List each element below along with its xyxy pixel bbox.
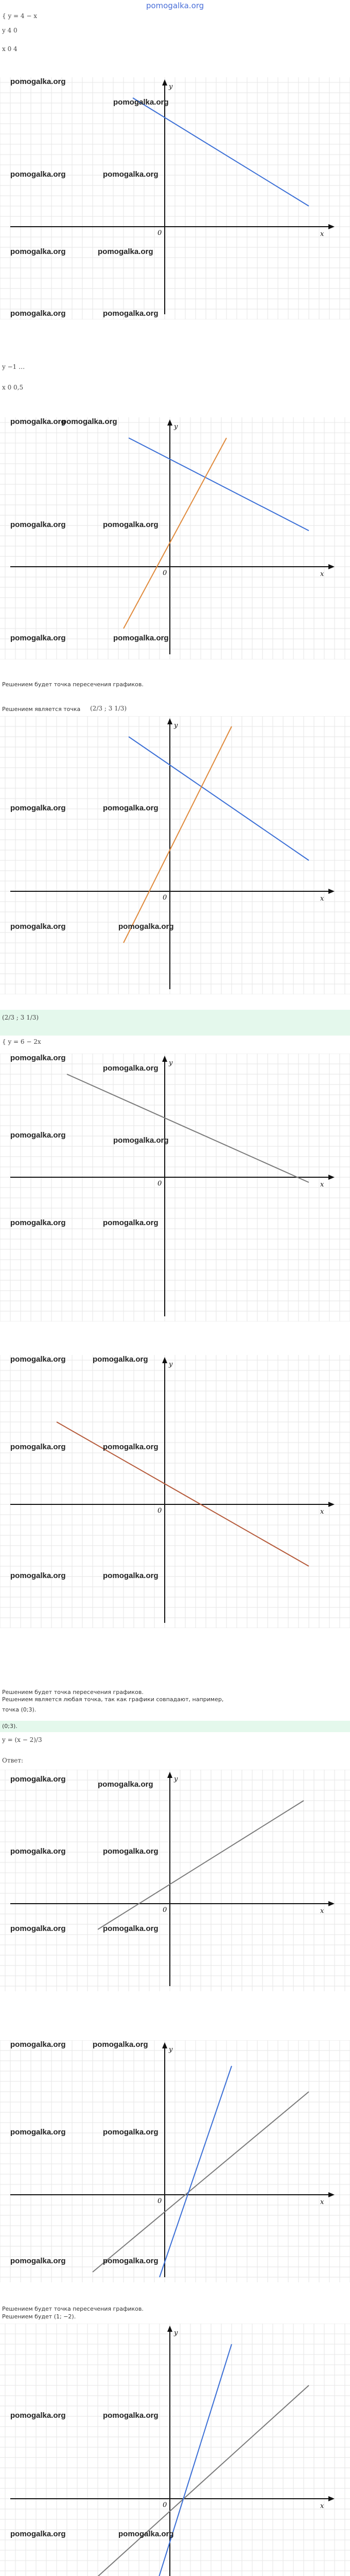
x-axis-arrow: [328, 1502, 335, 1507]
x-axis-label: x: [320, 2502, 324, 2510]
x-axis-label: x: [320, 1907, 324, 1915]
origin-label: 0: [157, 2197, 162, 2205]
y-axis-label: y: [169, 1361, 173, 1368]
coordinate-graph: [0, 417, 350, 659]
y-axis-label: y: [174, 722, 178, 730]
coordinate-graph: [0, 77, 350, 319]
watermark: pomogalka.org: [103, 1218, 159, 1227]
explanation-text: Решением является точка: [2, 706, 81, 713]
watermark: pomogalka.org: [10, 1443, 66, 1451]
watermark: pomogalka.org: [10, 2040, 66, 2049]
watermark: pomogalka.org: [103, 1571, 159, 1580]
graph-canvas: [0, 1054, 350, 1321]
origin-label: 0: [163, 894, 167, 902]
graph-canvas: [0, 77, 350, 319]
y-axis-label: y: [174, 2329, 178, 2337]
watermark: pomogalka.org: [113, 98, 169, 107]
origin-label: 0: [163, 1906, 167, 1914]
y-axis-label: y: [174, 1775, 178, 1783]
watermark: pomogalka.org: [103, 2257, 159, 2265]
x-axis-arrow: [328, 1901, 335, 1906]
origin-label: 0: [157, 1507, 162, 1515]
coordinate-graph: [0, 2324, 350, 2576]
y-axis-label: y: [169, 2046, 173, 2054]
origin-label: 0: [163, 2501, 167, 2509]
watermark: pomogalka.org: [62, 417, 117, 426]
x-axis-arrow: [328, 2496, 335, 2501]
y-axis-label: y: [169, 1059, 173, 1067]
x-axis-arrow: [328, 564, 335, 569]
watermark: pomogalka.org: [10, 1054, 66, 1062]
graph-canvas: [0, 2040, 350, 2282]
origin-label: 0: [163, 569, 167, 577]
watermark: pomogalka.org: [10, 1131, 66, 1140]
value-table-row: x 0 4: [2, 45, 18, 53]
explanation-text: Решением является любая точка, так как графики совпадают, например,: [2, 1696, 224, 1703]
watermark: pomogalka.org: [103, 2411, 159, 2420]
watermark: pomogalka.org: [10, 2257, 66, 2265]
explanation-text: точка (0;3).: [2, 1706, 37, 1713]
x-axis-label: x: [320, 1181, 324, 1189]
value-table-row: y −1 …: [2, 363, 25, 370]
y-axis-label: y: [174, 423, 178, 431]
coordinate-graph: [0, 1770, 350, 1991]
watermark: pomogalka.org: [103, 309, 159, 318]
watermark: pomogalka.org: [10, 922, 66, 931]
watermark: pomogalka.org: [10, 804, 66, 812]
origin-label: 0: [157, 229, 162, 237]
watermark: pomogalka.org: [98, 247, 153, 256]
coordinate-graph: [0, 716, 350, 994]
watermark: pomogalka.org: [10, 309, 66, 318]
answer-label: Ответ:: [2, 1757, 24, 1764]
value-table-row: y 4 0: [2, 27, 18, 34]
watermark: pomogalka.org: [103, 520, 159, 529]
watermark: pomogalka.org: [10, 1924, 66, 1933]
graph-canvas: [0, 1770, 350, 1991]
x-axis-arrow: [328, 224, 335, 229]
system-equation: y = (x − 2)/3: [2, 1736, 42, 1743]
watermark: pomogalka.org: [10, 417, 66, 426]
watermark: pomogalka.org: [103, 804, 159, 812]
y-axis-arrow: [167, 1772, 172, 1778]
x-axis-arrow: [328, 2192, 335, 2197]
coordinate-graph: [0, 1054, 350, 1321]
watermark: pomogalka.org: [113, 1136, 169, 1145]
y-axis-arrow: [167, 2326, 172, 2332]
watermark: pomogalka.org: [10, 1847, 66, 1856]
function-graph-line: [93, 2092, 309, 2272]
x-axis-label: x: [320, 895, 324, 903]
watermark: pomogalka.org: [10, 77, 66, 86]
function-graph-line: [154, 2344, 232, 2576]
watermark: pomogalka.org: [103, 1924, 159, 1933]
watermark: pomogalka.org: [10, 1218, 66, 1227]
watermark: pomogalka.org: [10, 2530, 66, 2538]
solution-point: (2/3 ; 3 1/3): [2, 1014, 39, 1021]
y-axis-label: y: [169, 83, 173, 91]
watermark: pomogalka.org: [103, 1443, 159, 1451]
watermark: pomogalka.org: [10, 1355, 66, 1364]
solution-point: (2/3 ; 3 1/3): [90, 705, 127, 712]
answer-highlight: [0, 1010, 350, 1036]
site-header[interactable]: pomogalka.org: [146, 1, 204, 10]
watermark: pomogalka.org: [93, 2040, 148, 2049]
watermark: pomogalka.org: [118, 2530, 174, 2538]
watermark: pomogalka.org: [103, 1064, 159, 1073]
y-axis-arrow: [162, 1056, 167, 1062]
y-axis-arrow: [167, 718, 172, 724]
watermark: pomogalka.org: [10, 247, 66, 256]
watermark: pomogalka.org: [10, 1775, 66, 1784]
x-axis-arrow: [328, 1175, 335, 1180]
system-equation: { y = 6 − 2x: [2, 1038, 41, 1045]
x-axis-label: x: [320, 570, 324, 578]
coordinate-graph: [0, 2040, 350, 2282]
coordinate-graph: [0, 1355, 350, 1628]
function-graph-line: [133, 98, 309, 206]
explanation-text: Решением будет точка пересечения графиков.: [2, 1689, 144, 1696]
watermark: pomogalka.org: [93, 1355, 148, 1364]
x-axis-arrow: [328, 889, 335, 894]
answer-highlight: [0, 1721, 350, 1732]
watermark: pomogalka.org: [10, 2411, 66, 2420]
x-axis-label: x: [320, 2198, 324, 2206]
explanation-text: Решением будет точка пересечения графиков.: [2, 681, 144, 688]
graph-canvas: [0, 1355, 350, 1628]
watermark: pomogalka.org: [113, 634, 169, 642]
watermark: pomogalka.org: [103, 2128, 159, 2137]
watermark: pomogalka.org: [10, 170, 66, 179]
watermark: pomogalka.org: [98, 1780, 153, 1789]
x-axis-label: x: [320, 1508, 324, 1516]
value-table-row: x 0 0,5: [2, 384, 24, 391]
watermark: pomogalka.org: [103, 1847, 159, 1856]
answer-text: (0;3).: [2, 1723, 18, 1730]
watermark: pomogalka.org: [10, 634, 66, 642]
origin-label: 0: [157, 1180, 162, 1188]
system-equation: { y = 4 − x: [2, 12, 37, 20]
explanation-text: Решением будет точка пересечения графиков.: [2, 2306, 144, 2312]
watermark: pomogalka.org: [118, 922, 174, 931]
watermark: pomogalka.org: [10, 2128, 66, 2137]
graph-canvas: [0, 417, 350, 659]
watermark: pomogalka.org: [103, 170, 159, 179]
watermark: pomogalka.org: [10, 1571, 66, 1580]
watermark: pomogalka.org: [10, 520, 66, 529]
graph-canvas: [0, 716, 350, 994]
x-axis-label: x: [320, 230, 324, 238]
function-graph-line: [124, 726, 232, 943]
explanation-text: Решением будет (1; −2).: [2, 2313, 76, 2320]
y-axis-arrow: [162, 2042, 167, 2048]
